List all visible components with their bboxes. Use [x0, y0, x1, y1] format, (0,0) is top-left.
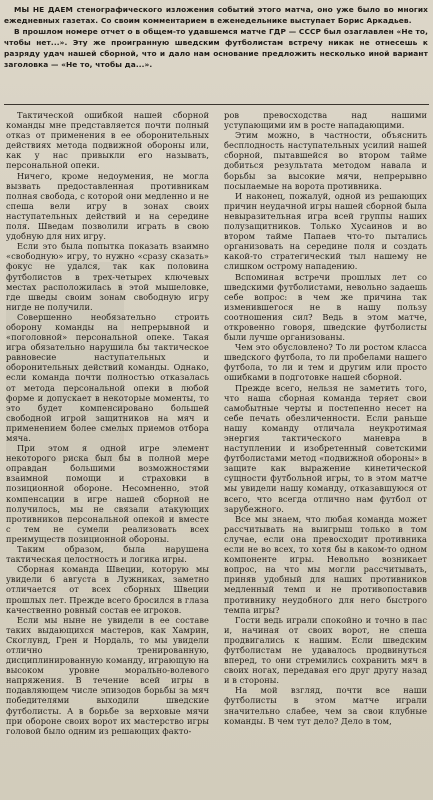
intro-paragraph-1: МЫ НЕ ДАЕМ стенографического изложения событий этого матча, оно уже было во многих ежедневных газетах. Со своим комментарием в еженедельнике выступает Борис Аркадьев.	[4, 5, 428, 25]
right-paragraph: Чем это обусловлено? То ли ростом класса шведского футбола, то ли пробелами нашего футбола, то ли и тем и другим или просто ошибками в подготовке нашей сборной.	[224, 342, 427, 383]
right-paragraph: Все мы знаем, что любая команда может рассчитывать на выигрыш только в том случае, если она превосходит противника если не во всех, то хотя бы в каком-то одном компоненте игры. Невольно возникает вопрос, на что мы могли рассчитывать, приняв удобный для наших противников медленный темп и не противопоставив противнику неудобного для него быстрого темпа игры?	[224, 513, 427, 615]
intro-paragraph-2: В прошлом номере отчет о в общем-то удавшемся матче ГДР — СССР был озаглавлен «Не то, чтобы нет...». Эту же проигранную шведским футболистам встречу никак не отнесешь к разряду удач нашей сборной, что и дало нам основание предложить несколько иной вариант заголовка — «Не то, чтобы да...».	[4, 27, 428, 69]
left-paragraph: Сборная команда Швеции, которую мы увидели 6 августа в Лужниках, заметно отличается от всех сборных Швеции прошлых лет. Прежде всего бросился в глаза качественно ровный состав ее игроков.	[6, 564, 209, 615]
left-paragraph: Если мы ныне не увидели в ее составе таких выдающихся мастеров, как Хамрин, Скоглунд, Грен и Нордаль, то мы увидели отлично тренированную, дисциплинированную команду, играющую на высоком уровне морально-волевого напряжения. В течение всей игры в подавляющем числе эпизодов борьбы за мяч победителями выходили шведские футболисты. А в борьбе за верховые мячи при обороне своих ворот их мастерство игры головой было одним из решающих факто-	[6, 614, 209, 736]
right-paragraph: Вспоминая встречи прошлых лет со шведскими футболистами, невольно задаешь себе вопрос: в чем же причина так изменившегося не в нашу пользу соотношения сил? Ведь в этом матче, откровенно говоря, шведские футболисты были лучше организованы.	[224, 271, 427, 343]
right-paragraph: На мой взгляд, почти все наши футболисты в этом матче играли значительно слабее, чем за свои клубные команды. В чем тут дело? Дело в том,	[224, 685, 427, 726]
left-paragraph: Ничего, кроме недоумения, не могла вызвать предоставленная противникам полная свобода, с которой они медленно и не спеша вели игру в зонах своих наступательных действий и на середине поля. Шведам позволили играть в свою удобную для них игру.	[6, 170, 209, 242]
left-paragraph: Если это была попытка показать взаимно «свободную» игру, то нужно «сразу сказать» фокус не удался, так как половина футболистов в трех-четырех ключевых местах расположилась в этой мышеловке, где шведы своим зонам свободную игру нигде не получили.	[6, 241, 209, 312]
right-paragraph: Этим можно, в частности, объяснить бесплодность наступательных усилий нашей сборной, пытавшейся во втором тайме добиться результата методом навала и борьбы за высокие мячи, непрерывно посылаемые на ворота противника.	[224, 130, 427, 191]
left-paragraph: Совершенно необязательно строить оборону команды на непрерывной и «поголовной» персональной опеке. Такая игра обязательно нарушила бы тактическое равновесие наступательных и оборонительных действий команды. Однако, если команда почти полностью отказалась от метода персональной опеки в любой форме и допускает в некоторые моменты, то это будет компенсировано большей свободной игрой защитников на мяч и применением более смелых приемов отбора мяча.	[6, 311, 209, 443]
left-paragraph: Таким образом, была нарушена тактическая целостность и логика игры.	[6, 544, 209, 565]
left-paragraph: Тактической ошибкой нашей сборной команды мне представляется почти полный отказ от применения в ее оборонительных действиях метода подвижной обороны или, как у нас привыкли его называть, персональной опеки.	[6, 110, 209, 171]
right-paragraph: Гости ведь играли спокойно и точно в пас и, начиная от своих ворот, не спеша продвигались к нашим. Если шведским футболистам не удавалось продвинуться вперед, то они стремились сохранить мяч в своих ногах, передавая его друг другу назад и в стороны.	[224, 614, 427, 686]
intro-divider	[4, 104, 429, 105]
editorial-intro	[4, 4, 428, 70]
left-paragraph: При этом я одной игре элемент некоторого риска был бы в полной мере оправдан большими возможностями взаимной помощи и страховки в позиционной обороне. Несомненно, этой компенсации в игре нашей сборной не получилось, мы не связали атакующих противников персональной опекой и вместе с тем не сумели реализовать всех преимуществ позиционной обороны.	[6, 443, 209, 544]
article-column-left	[6, 110, 209, 800]
right-paragraph: Прежде всего, нельзя не заметить того, что наша сборная команда теряет свои самобытные черты и постепенно несет на себе печать обезличенности. Если раньше нашу команду отличала неукротимая энергия тактического маневра в наступлении и изобретенный советскими футболистами метод «подвижной обороны» в защите как выражение кинетической сущности футбольной игры, то в этом матче мы увидели нашу команду, отказавшуюся от всего, что всегда отлично нам футбол от зарубежного.	[224, 382, 427, 514]
right-paragraph: ров превосходства над нашими уступающими им в росте нападающими.	[224, 110, 427, 131]
right-paragraph: И наконец, пожалуй, одной из решающих причин неудачной игры нашей сборной была невыразительная игра всей группы наших полузащитников. Только Хусаинов и во втором тайме Папаев что-то пытались организовать на середине поля и создать какой-то стратегический тыл нашему не слишком острому нападению.	[224, 190, 427, 272]
article-column-right	[224, 110, 427, 800]
